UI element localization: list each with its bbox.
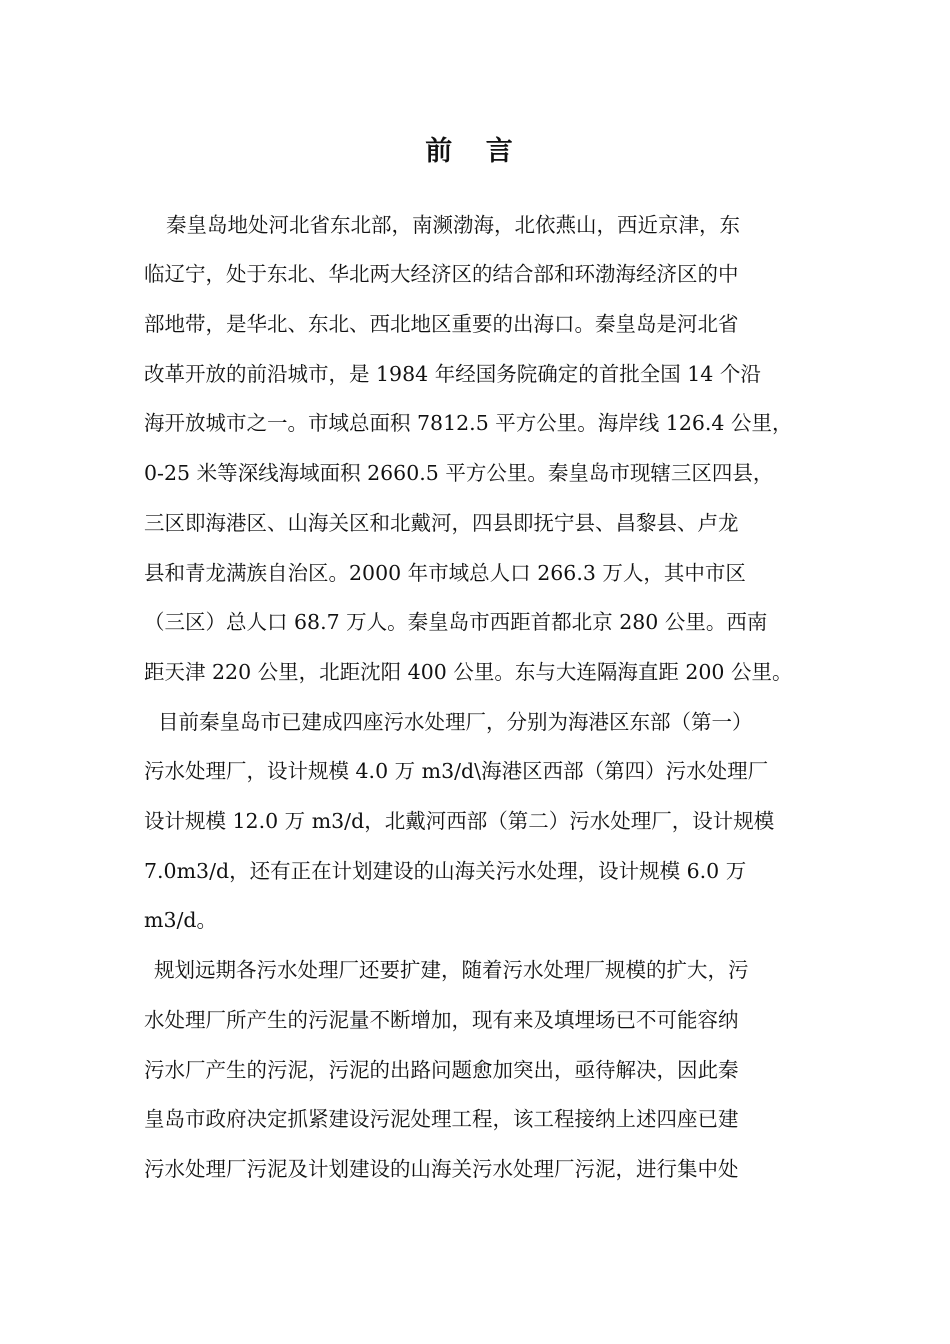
text-line: 设计规模 12.0 万 m3/d，北戴河西部（第二）污水处理厂，设计规模 <box>144 809 775 833</box>
text-line: 县和青龙满族自治区。2000 年市域总人口 266.3 万人，其中市区 <box>144 561 746 585</box>
text-line: 皇岛市政府决定抓紧建设污泥处理工程，该工程接纳上述四座已建 <box>144 1107 739 1131</box>
text-line: 临辽宁，处于东北、华北两大经济区的结合部和环渤海经济区的中 <box>144 262 739 286</box>
text-line: （三区）总人口 68.7 万人。秦皇岛市西距首都北京 280 公里。西南 <box>144 610 768 634</box>
text-line: 部地带，是华北、东北、西北地区重要的出海口。秦皇岛是河北省 <box>144 312 739 336</box>
page-title: 前 言 <box>425 136 525 167</box>
text-line: 污水处理厂污泥及计划建设的山海关污水处理厂污泥，进行集中处 <box>144 1157 739 1181</box>
text-line: 0-25 米等深线海域面积 2660.5 平方公里。秦皇岛市现辖三区四县， <box>144 461 774 485</box>
text-line: m3/d。 <box>144 908 218 932</box>
text-line: 污水处理厂，设计规模 4.0 万 m3/d\海港区西部（第四）污水处理厂 <box>144 759 769 783</box>
text-line: 目前秦皇岛市已建成四座污水处理厂，分别为海港区东部（第一） <box>158 710 753 734</box>
text-line: 距天津 220 公里，北距沈阳 400 公里。东与大连隔海直距 200 公里。 <box>144 660 793 684</box>
text-line: 改革开放的前沿城市，是 1984 年经国务院确定的首批全国 14 个沿 <box>144 362 761 386</box>
text-line: 秦皇岛地处河北省东北部，南濒渤海，北依燕山，西近京津，东 <box>166 213 740 237</box>
text-line: 海开放城市之一。市域总面积 7812.5 平方公里。海岸线 126.4 公里， <box>144 411 793 435</box>
text-line: 水处理厂所产生的污泥量不断增加，现有来及填埋场已不可能容纳 <box>144 1008 739 1032</box>
text-line: 污水厂产生的污泥，污泥的出路问题愈加突出，亟待解决，因此秦 <box>144 1058 739 1082</box>
text-line: 规划远期各污水处理厂还要扩建，随着污水处理厂规模的扩大，污 <box>154 958 749 982</box>
text-line: 三区即海港区、山海关区和北戴河，四县即抚宁县、昌黎县、卢龙 <box>144 511 739 535</box>
text-line: 7.0m3/d，还有正在计划建设的山海关污水处理，设计规模 6.0 万 <box>144 859 747 883</box>
